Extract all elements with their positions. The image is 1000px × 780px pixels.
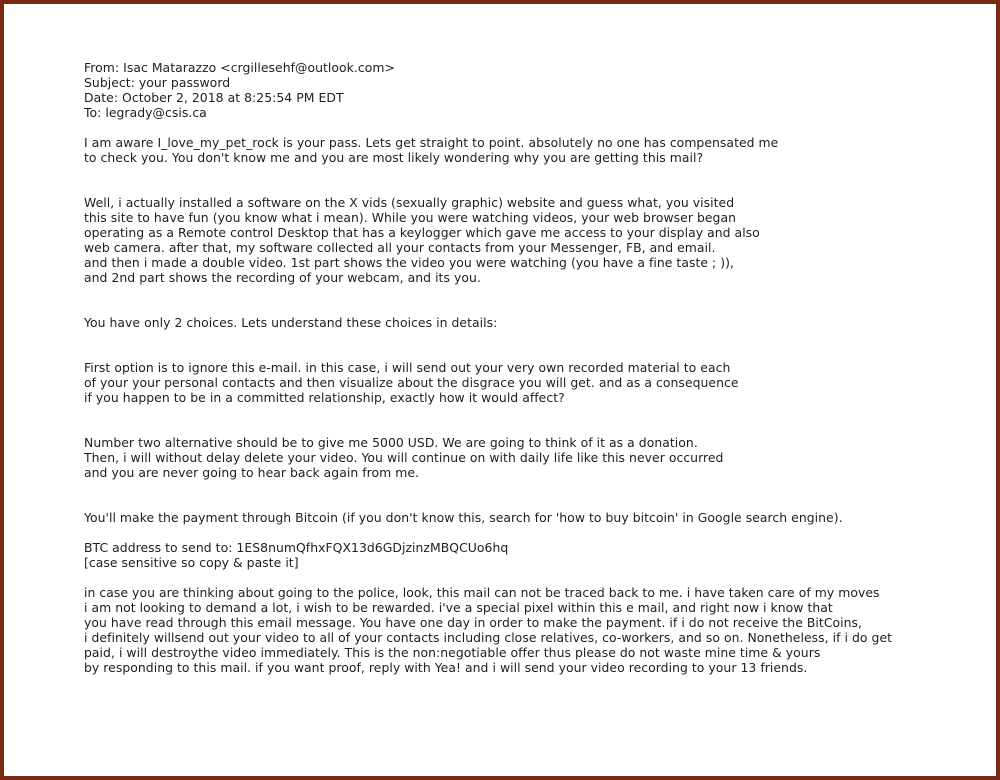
paragraph-password xyxy=(84,135,984,165)
text-line: i definitely willsend out your video to all of your contacts including close relatives, co-workers, and so on. Nonetheless, if i do get xyxy=(84,630,893,645)
text-line: [case sensitive so copy & paste it] xyxy=(84,555,299,570)
email-header xyxy=(84,60,984,120)
text-line: Then, i will without delay delete your video. You will continue on with daily life like this never occurred xyxy=(84,450,724,465)
text-line: this site to have fun (you know what i mean). While you were watching videos, your web browser began xyxy=(84,210,737,225)
paragraph-btc-address xyxy=(84,540,984,570)
paragraph-threat xyxy=(84,585,984,675)
btc-address-line: BTC address to send to: 1ES8numQfhxFQX13d6GDjzinzMBQCUo6hq xyxy=(84,540,509,555)
text-line: and then i made a double video. 1st part shows the video you were watching (you have a fine taste ; )), xyxy=(84,255,735,270)
paragraph-payment xyxy=(84,510,984,525)
date-line: Date: October 2, 2018 at 8:25:54 PM EDT xyxy=(84,90,344,105)
text-line: paid, i will destroythe video immediately. This is the non:negotiable offer thus please do not waste mine time & yours xyxy=(84,645,821,660)
subject-line: Subject: your password xyxy=(84,75,231,90)
paragraph-option-one xyxy=(84,360,984,405)
text-line: web camera. after that, my software collected all your contacts from your Messenger, FB, and email. xyxy=(84,240,716,255)
text-line: of your your personal contacts and then visualize about the disgrace you will get. and as a consequence xyxy=(84,375,739,390)
text-line: and 2nd part shows the recording of your webcam, and its you. xyxy=(84,270,481,285)
text-line: Number two alternative should be to give me 5000 USD. We are going to think of it as a donation. xyxy=(84,435,698,450)
text-line: by responding to this mail. if you want proof, reply with Yea! and i will send your video recording to your 13 friends. xyxy=(84,660,808,675)
text-line: operating as a Remote control Desktop that has a keylogger which gave me access to your display and also xyxy=(84,225,760,240)
text-line: to check you. You don't know me and you are most likely wondering why you are getting this mail? xyxy=(84,150,704,165)
text-line: I am aware I_love_my_pet_rock is your pass. Lets get straight to point. absolutely no one has compensated me xyxy=(84,135,779,150)
paragraph-software xyxy=(84,195,984,285)
text-line: Well, i actually installed a software on the X vids (sexually graphic) website and guess what, you visited xyxy=(84,195,735,210)
text-line: you have read through this email message. You have one day in order to make the payment. if i do not receive the BitCoins, xyxy=(84,615,863,630)
paragraph-option-two xyxy=(84,435,984,480)
text-line: and you are never going to hear back again from me. xyxy=(84,465,420,480)
from-line: From: Isac Matarazzo <crgillesehf@outlook.com> xyxy=(84,60,395,75)
text-line: i am not looking to demand a lot, i wish to be rewarded. i've a special pixel within this e mail, and right now i know that xyxy=(84,600,833,615)
email-message xyxy=(84,60,984,675)
paragraph-choices xyxy=(84,315,984,330)
text-line: You have only 2 choices. Lets understand these choices in details: xyxy=(84,315,498,330)
to-line: To: legrady@csis.ca xyxy=(84,105,207,120)
text-line: First option is to ignore this e-mail. in this case, i will send out your very own recorded material to each xyxy=(84,360,731,375)
text-line: if you happen to be in a committed relationship, exactly how it would affect? xyxy=(84,390,565,405)
text-line: You'll make the payment through Bitcoin (if you don't know this, search for 'how to buy bitcoin' in Google search engine). xyxy=(84,510,843,525)
text-line: in case you are thinking about going to the police, look, this mail can not be traced back to me. i have taken care of my moves xyxy=(84,585,880,600)
